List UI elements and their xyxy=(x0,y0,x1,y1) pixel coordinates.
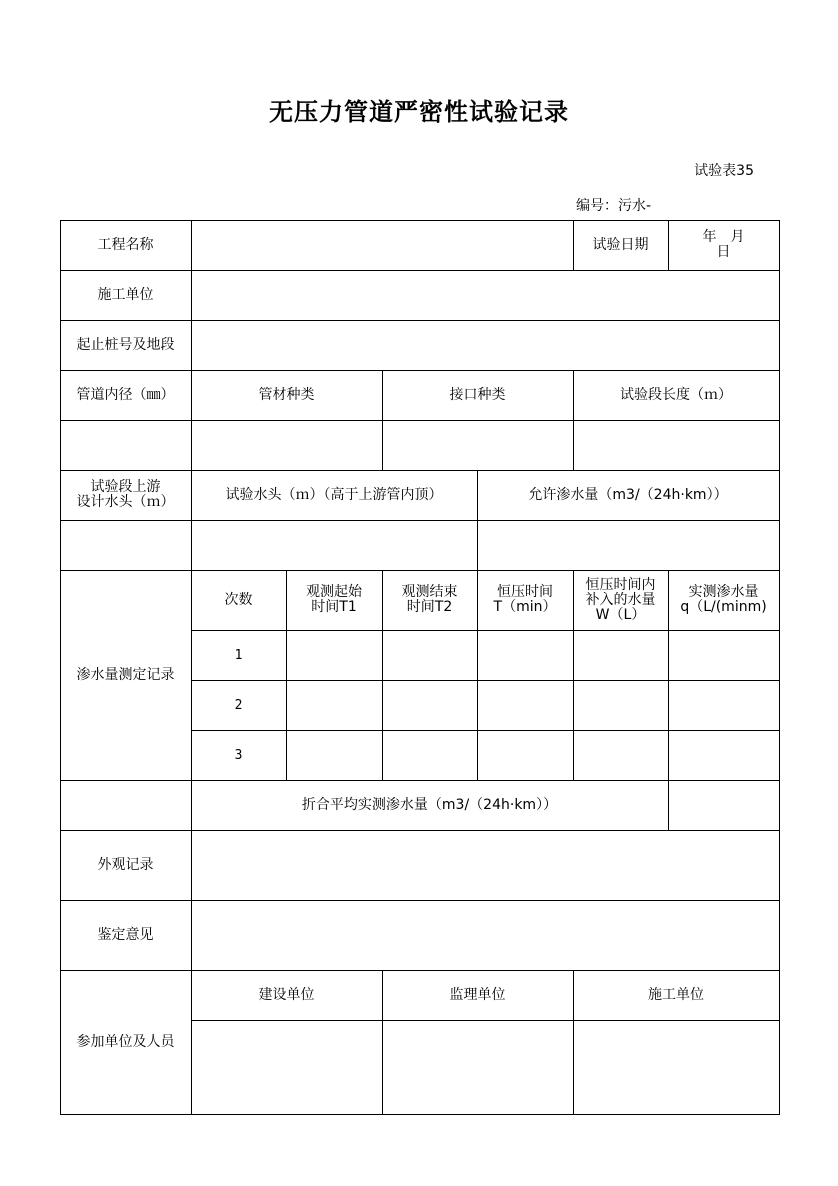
table-row: 1 xyxy=(234,647,243,663)
col-header-water-added: 恒压时间内 补入的水量 W（L） xyxy=(585,576,656,623)
table-row: 2 xyxy=(234,697,243,713)
contractor-field[interactable] xyxy=(192,271,779,320)
converted-average-label: 折合平均实测渗水量（m3/（24h·km）） xyxy=(301,796,558,813)
supervisor-unit-label: 监理单位 xyxy=(449,986,506,1003)
pipe-diameter-label: 管道内径（㎜） xyxy=(76,386,175,403)
test-length-label: 试验段长度（ｍ） xyxy=(620,386,732,403)
serial-number: 编号：污水- xyxy=(576,198,652,214)
test-date-field[interactable]: 年 月 日 xyxy=(702,229,745,260)
pipe-material-field[interactable] xyxy=(192,421,382,470)
station-range-field[interactable] xyxy=(192,321,779,370)
owner-signature-field[interactable] xyxy=(192,1021,382,1114)
col-header-pressure-time: 恒压时间 T（min） xyxy=(493,584,557,615)
form-number: 试验表35 xyxy=(694,163,754,179)
table-row: 3 xyxy=(234,747,243,763)
opinion-label: 鉴定意见 xyxy=(97,926,154,943)
appearance-label: 外观记录 xyxy=(97,856,154,873)
participants-label: 参加单位及人员 xyxy=(76,1033,175,1050)
contractor-label: 施工单位 xyxy=(97,286,154,303)
upstream-head-field[interactable] xyxy=(61,521,191,570)
page-title: 无压力管道严密性试验记录 xyxy=(269,97,569,126)
allowed-seepage-label: 允许渗水量（m3/（24h·km）） xyxy=(528,486,728,503)
project-name-field[interactable] xyxy=(192,221,573,270)
owner-unit-label: 建设单位 xyxy=(258,986,315,1003)
allowed-seepage-field[interactable] xyxy=(478,521,779,570)
station-range-label: 起止桩号及地段 xyxy=(76,336,175,353)
supervisor-signature-field[interactable] xyxy=(383,1021,573,1114)
col-header-start-time: 观测起始 时间T1 xyxy=(306,584,362,615)
test-date-label: 试验日期 xyxy=(592,236,649,253)
converted-average-field[interactable] xyxy=(669,781,779,830)
col-header-end-time: 观测结束 时间T2 xyxy=(401,584,458,615)
col-header-measured-seepage: 实测渗水量 q（L/(minm) xyxy=(680,584,767,615)
joint-type-label: 接口种类 xyxy=(449,386,506,403)
builder-signature-field[interactable] xyxy=(574,1021,779,1114)
opinion-field[interactable] xyxy=(192,901,779,970)
test-head-field[interactable] xyxy=(192,521,477,570)
test-length-field[interactable] xyxy=(574,421,779,470)
appearance-field[interactable] xyxy=(192,831,779,900)
builder-unit-label: 施工单位 xyxy=(648,986,704,1003)
pipe-diameter-field[interactable] xyxy=(61,421,191,470)
col-header-count: 次数 xyxy=(224,591,253,608)
test-head-label: 试验水头（ｍ）（高于上游管内顶） xyxy=(225,486,443,503)
record-table xyxy=(60,220,780,1115)
joint-type-field[interactable] xyxy=(383,421,573,470)
pipe-material-label: 管材种类 xyxy=(258,386,315,403)
upstream-head-label: 试验段上游 设计水头（ｍ） xyxy=(76,479,175,510)
seepage-record-label: 渗水量测定记录 xyxy=(76,666,175,683)
project-name-label: 工程名称 xyxy=(97,236,154,253)
